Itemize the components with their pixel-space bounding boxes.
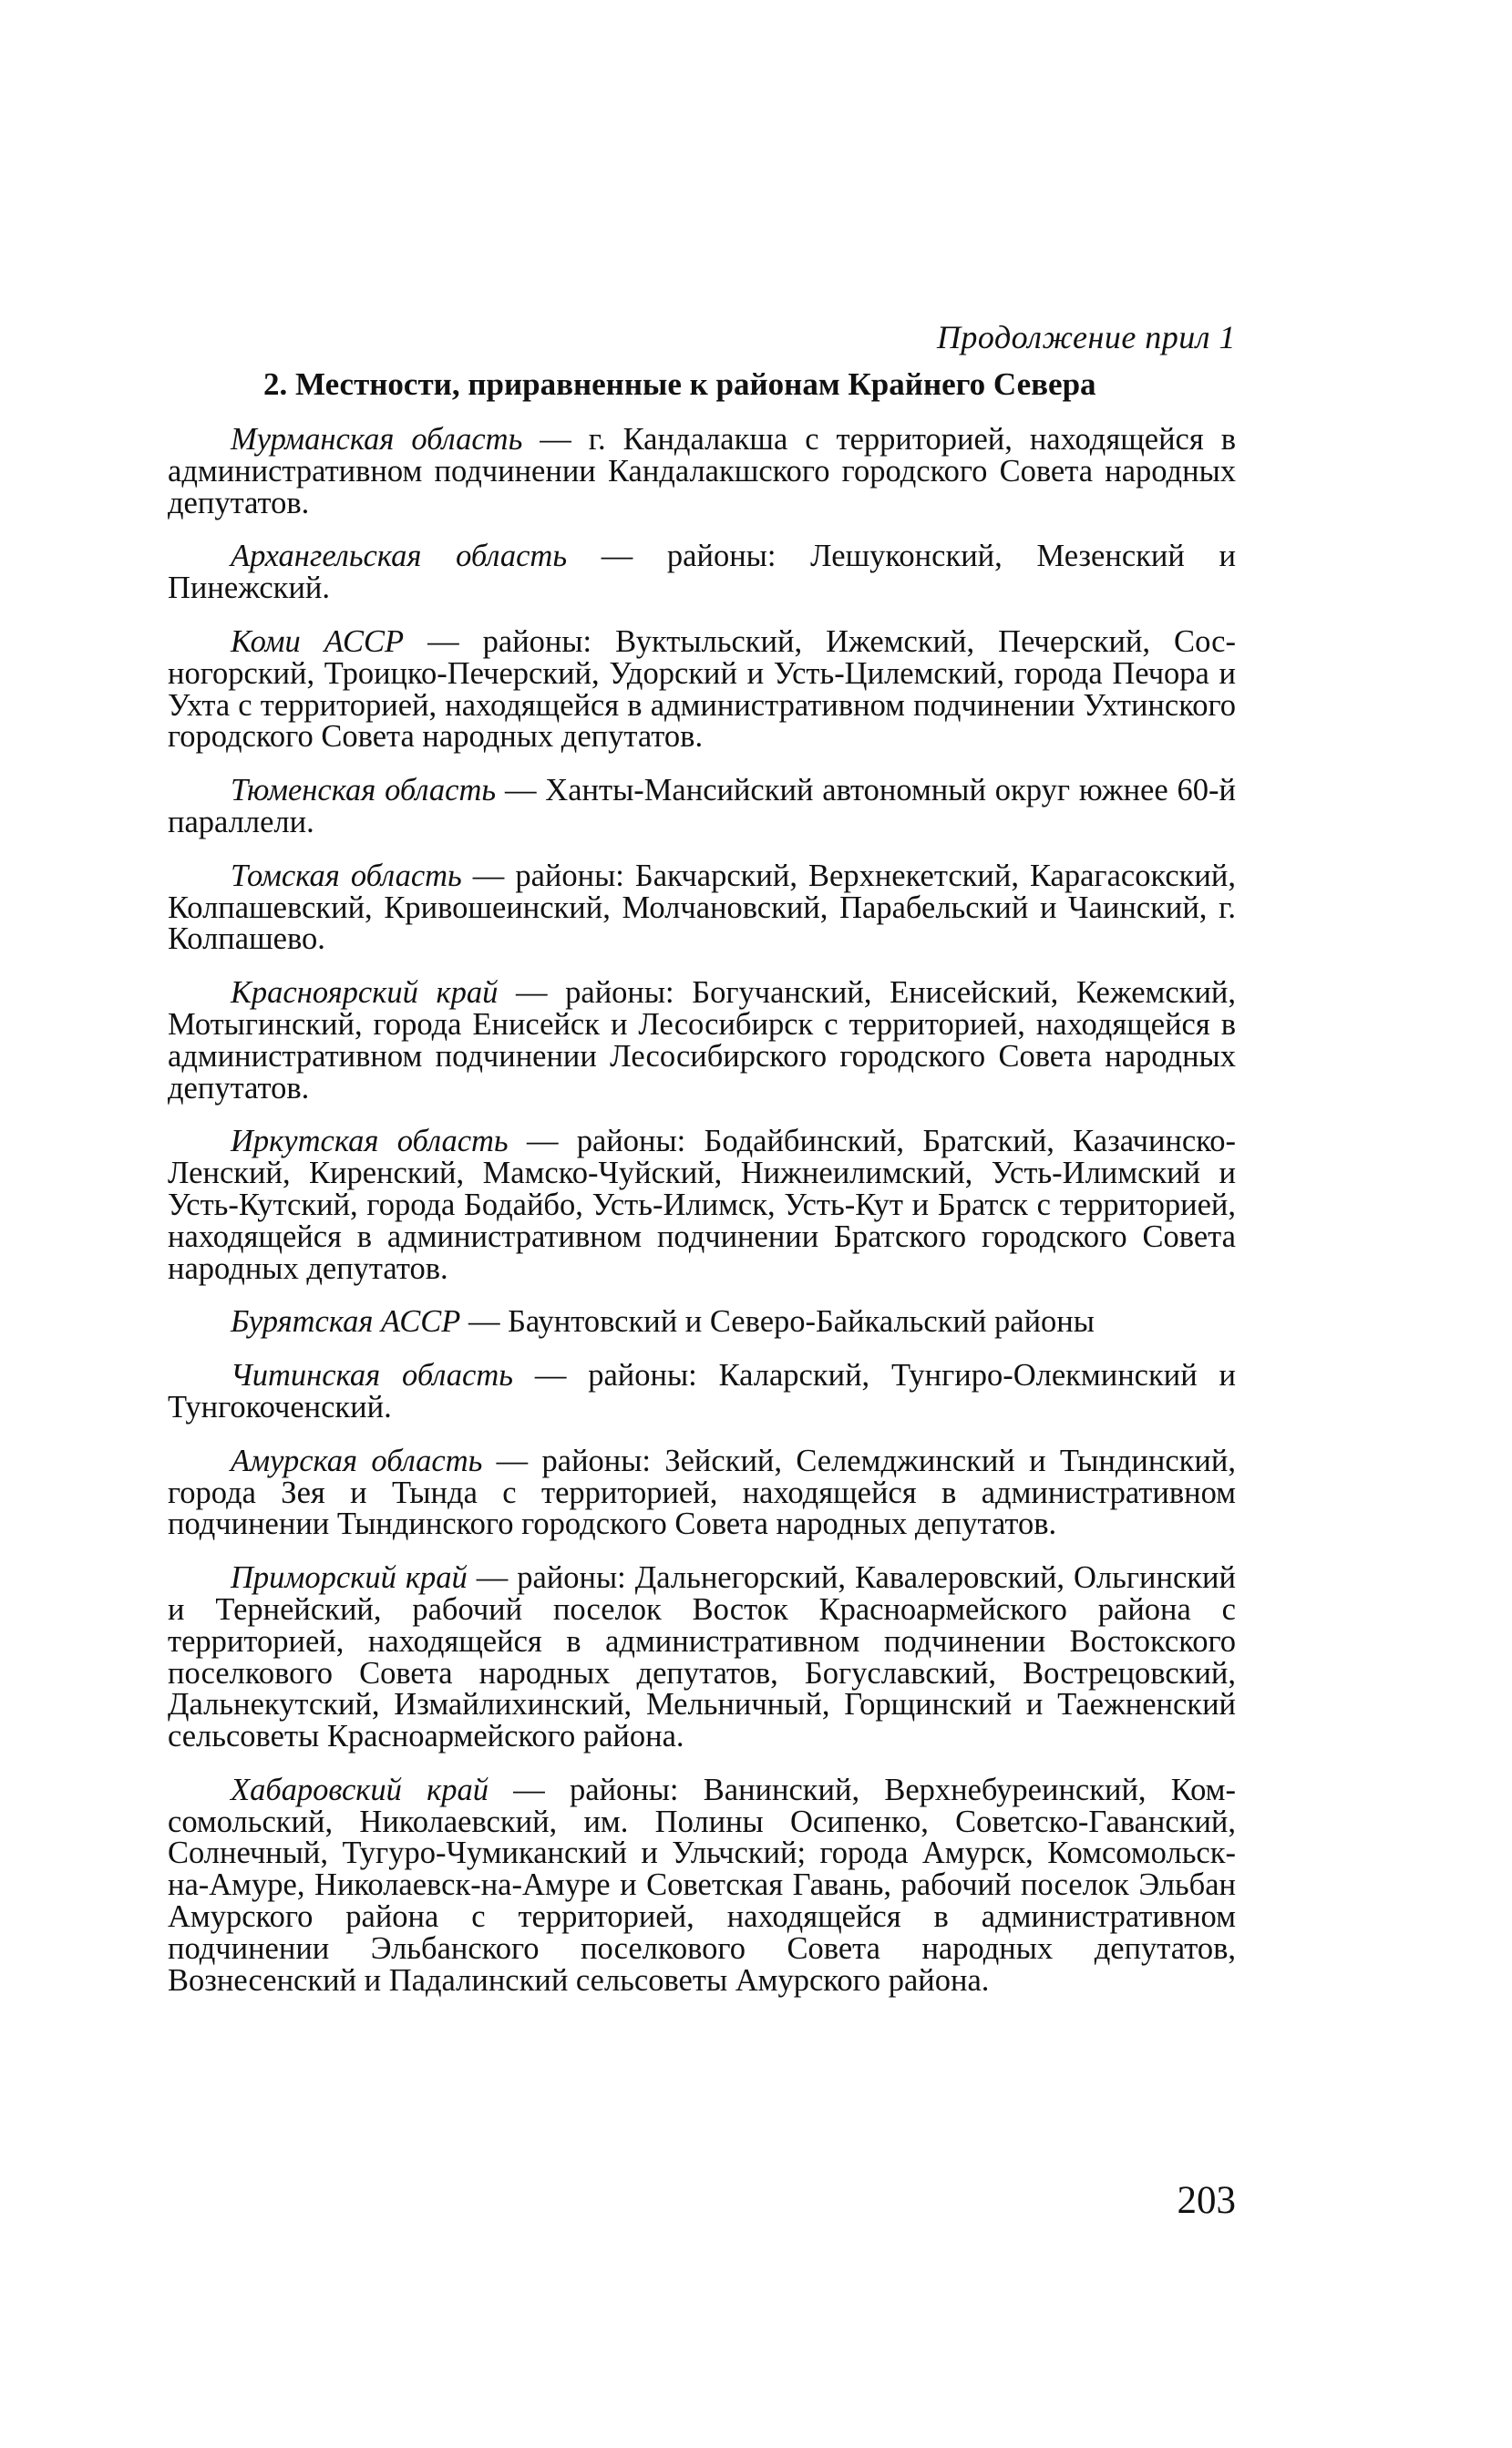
region-entry: [168, 424, 1236, 519]
region-entry: [168, 1306, 1236, 1338]
region-name: Тюменская область: [231, 773, 497, 808]
region-description: — районы: Лешуконский, Мезенский и Пинежский.: [168, 539, 1236, 606]
region-name: Бурятская АССР: [231, 1304, 461, 1340]
region-description: — районы: Бакчарский, Верхнекетский, Карагасокский, Колпашевский, Кривошеинский, Молчановский, Парабельский и Чаинский, г. Колпашево.: [168, 858, 1236, 957]
section-title: 2. Местности, приравненные к районам Крайнего Севера: [263, 366, 1096, 402]
region-name: Амурская область: [231, 1443, 483, 1478]
region-entry: [168, 1445, 1236, 1540]
region-name: Читинская область: [231, 1358, 513, 1394]
region-name: Хабаровский край: [231, 1772, 489, 1807]
region-description: — Баунтовский и Северо-Байкальский районы: [460, 1304, 1095, 1340]
region-name: Коми АССР: [231, 623, 405, 659]
continuation-note: Продолжение прил 1: [936, 319, 1236, 355]
regions-list: [168, 424, 1236, 2018]
region-name: Архангельская область: [231, 539, 568, 574]
region-description: — г. Кандалакша с территорией, находящейся в административном подчинении Кандалакшского городского Совета народных депутатов.: [168, 422, 1236, 520]
region-name: Приморский край: [231, 1560, 468, 1596]
page-number: 203: [1177, 2179, 1236, 2222]
region-entry: [168, 1774, 1236, 1997]
region-entry: [168, 775, 1236, 838]
region-description: — районы: Богучанский, Енисейский, Кежемский, Мотыгинский, города Енисейск и Лесосибирск с территорией, находящейся в административном подчинении Лесосибирского городского Совета народных депутатов.: [168, 975, 1237, 1106]
region-entry: [168, 1126, 1236, 1284]
region-name: Мурманская область: [231, 422, 523, 457]
region-entry: [168, 1562, 1236, 1753]
region-description: — районы: Дальнегорский, Кавалеровский, Ольгинский и Тернейский, рабочий поселок Восток Красноармейского района с территорией, находящейся в административном подчинении Востокского поселкового Совета народных депутатов, Богуславский, Вострецовский, Дальнекутский, Измайлихинский, Мельничный, Горщинский и Таежненский сельсоветы Красноармейского района.: [168, 1560, 1236, 1754]
region-name: Красноярский край: [231, 975, 499, 1011]
region-entry: [168, 977, 1236, 1104]
region-description: — районы: Ванинский, Верхнебуреинский, Комсомольский, Николаевский, им. Полины Осипенко, Советско-Гаванский, Солнечный, Тугуро-Чумиканский и Ульчский; города Амурск, Комсомольск-на-Амуре, Николаевск-на-Амуре и Советская Гавань, рабочий поселок Эльбан Амурского района с территорией, находящейся в административном подчинении Эльбанского поселкового Совета народных депутатов, Вознесенский и Падалинский сельсоветы Амурского района.: [168, 1772, 1236, 1998]
region-name: Иркутская область: [231, 1124, 509, 1159]
region-description: — районы: Каларский, Тунгиро-Олекминский и Тунгокоченский.: [168, 1358, 1236, 1425]
region-name: Томская область: [231, 858, 462, 893]
region-entry: [168, 540, 1236, 604]
region-entry: [168, 860, 1236, 955]
region-entry: [168, 623, 1236, 755]
region-description: — районы: Вуктыльский, Ижемский, Печерский, Сосногорский, Троицко-Печерский, Удорский и Усть-Цилемский, города Печора и Ухта с территорией, находящейся в административном подчинении Ухтинского городского Совета народных депутатов.: [168, 623, 1236, 755]
book-page: [168, 0, 1236, 2448]
region-description: — районы: Зейский, Селемджинский и Тындинский, города Зея и Тында с территорией, находящейся в административном подчинении Тындинского городского Совета народных депутатов.: [168, 1443, 1236, 1542]
region-description: — Ханты-Мансийский автономный округ южнее 60-й параллели.: [168, 773, 1236, 839]
region-description: — районы: Бодайбинский, Братский, Казачинско-Ленский, Киренский, Мамско-Чуйский, Нижнеилимский, Усть-Илимский и Усть-Кутский, города Бодайбо, Усть-Илимск, Усть-Кут и Братск с территорией, находящейся в административном подчинении Братского городского Совета народных депутатов.: [168, 1124, 1236, 1286]
region-entry: [168, 1360, 1236, 1424]
